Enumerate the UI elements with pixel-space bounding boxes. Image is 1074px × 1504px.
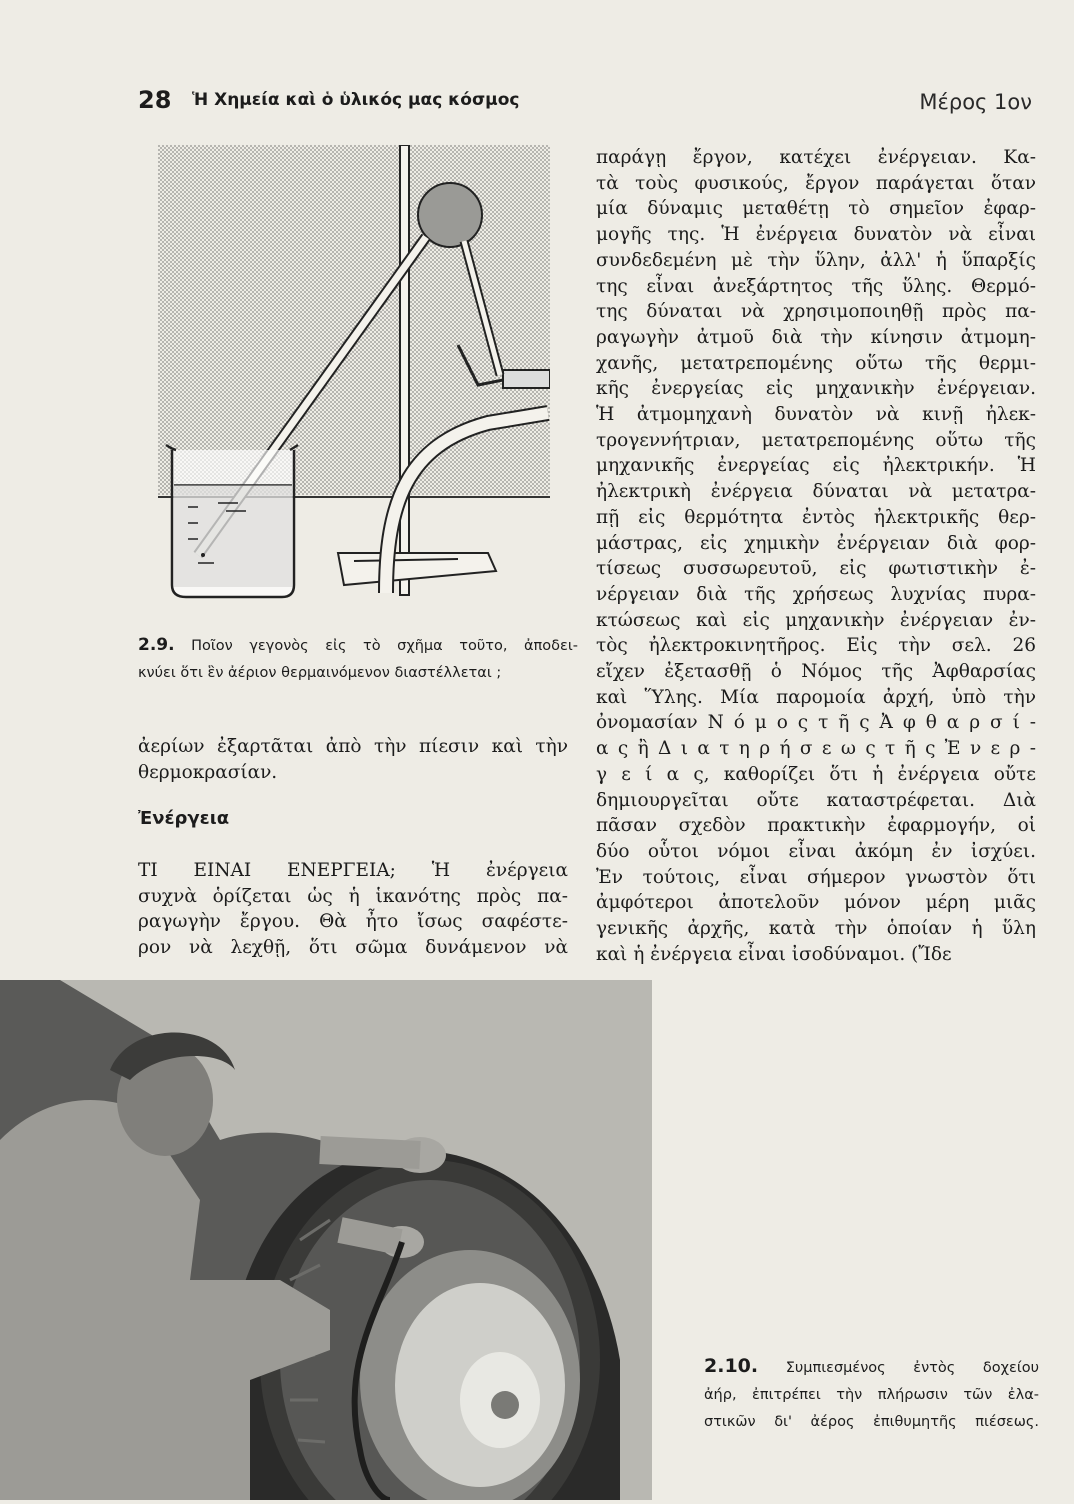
text-line: ἠλεκτρικὴ ἐνέργεια δύναται νὰ μετατρα- [596, 481, 1036, 503]
text-line: κῆς ἐνεργείας εἰς μηχανικὴν ἐνέργειαν. [596, 378, 1036, 400]
right-column-text [596, 145, 1036, 968]
text-line: εἴχεν ἐξετασθῇ ὁ Νόμος τῆς Ἀφθαρσίας [596, 661, 1036, 683]
text-line: ΤΙ ΕΙΝΑΙ ΕΝΕΡΓΕΙΑ; Ἡ ἐνέργεια [138, 860, 568, 881]
caption-line: ἀήρ, ἐπιτρέπει τὴν πλήρωσιν τῶν ἐλα- [704, 1387, 1039, 1403]
text-line: δύο οὗτοι νόμοι εἶναι ἀκόμη ἐν ἰσχύει. [596, 840, 1036, 862]
section-heading: Ἐνέργεια [138, 808, 230, 829]
text-line: ραγωγὴν ἀτμοῦ διὰ τὴν κίνησιν ἀτμομη- [596, 326, 1036, 348]
text-line: τίσεως συσσωρευτοῦ, εἰς φωτιστικὴν ἐ- [596, 558, 1036, 580]
text-line: πῇ εἰς θερμότητα ἐντὸς ἠλεκτρικῆς θερ- [596, 506, 1036, 528]
figure-2-9-caption [138, 632, 578, 687]
tire-inflation-photo [0, 980, 652, 1500]
text-line: Ἐν τούτοις, εἶναι σήμερον γνωστὸν ὅτι [596, 866, 1036, 888]
text-line: ἀερίων ἐξαρτᾶται ἀπὸ τὴν πίεσιν καὶ τὴν [138, 736, 568, 757]
text-line: τρογεννήτριαν, μετατρεπομένης οὕτω τῆς [596, 429, 1036, 451]
text-line: ὀνομασίαν Ν ό μ ο ς τ ῆ ς Ἀ φ θ α ρ σ ί - [596, 712, 1036, 734]
text-line: α ς ἢ Δ ι α τ η ρ ή σ ε ω ς τ ῆ ς Ἐ ν ε ρ - [596, 738, 1036, 760]
text-line: Ἡ ἀτμομηχανὴ δυνατὸν νὰ κινῇ ἠλεκ- [596, 404, 1036, 426]
text-line: τὰ τοὺς φυσικούς, ἔργον παράγεται ὅταν [596, 172, 1036, 194]
text-line: θερμοκρασίαν. [138, 761, 278, 783]
figure-number: 2.10. [704, 1355, 759, 1377]
text-line: ραγωγὴν ἔργου. Θὰ ἦτο ἴσως σαφέστε- [138, 911, 568, 933]
page-header [138, 86, 1038, 122]
text-line: πᾶσαν σχεδὸν πρακτικὴν ἐφαρμογήν, οἱ [596, 815, 1036, 837]
text-line: τὸς ἠλεκτροκινητῆρος. Εἰς τὴν σελ. 26 [596, 635, 1036, 657]
text-line: χανῆς, μετατρεπομένης οὕτω τῆς θερμι- [596, 352, 1036, 374]
caption-line: Ποῖον γεγονὸς εἰς τὸ σχῆμα τοῦτο, ἀποδει- [191, 638, 578, 654]
text-line: μάστρας, εἰς χημικὴν ἐνέργειαν διὰ φορ- [596, 532, 1036, 554]
flask-apparatus-drawing [158, 145, 550, 605]
text-line: γ ε ί α ς, καθορίζει ὅτι ἡ ἐνέργεια οὔτε [596, 763, 1036, 785]
text-line: καὶ Ὕλης. Μία παρομοία ἀρχή, ὑπὸ τὴν [596, 686, 1036, 708]
text-line: της δύναται νὰ χρησιμοποιηθῇ πρὸς πα- [596, 301, 1036, 323]
caption-line: Συμπιεσμένος ἐντὸς δοχείου [785, 1360, 1039, 1376]
text-line: συνδεδεμένη μὲ τὴν ὕλην, ἀλλ' ἡ ὕπαρξίς [596, 249, 1036, 271]
text-line: δημιουργεῖται οὔτε καταστρέφεται. Διὰ [596, 789, 1036, 811]
text-line: ἀμφότεροι ἀποτελοῦν μόνον μέρη μιᾶς [596, 892, 1036, 914]
stand-rod [400, 145, 409, 595]
figure-number: 2.9. [138, 635, 175, 655]
left-column-paragraph [138, 858, 568, 961]
text-line: παράγῃ ἔργον, κατέχει ἐνέργειαν. Κα- [596, 147, 1036, 168]
stand-base [338, 553, 496, 585]
stippled-background [158, 145, 550, 495]
left-column-continuation [138, 734, 568, 785]
figure-2-10-photo [0, 980, 652, 1500]
caption-line: στικῶν δι' ἀέρος ἐπιθυμητῆς πιέσεως. [704, 1414, 1039, 1430]
text-line: μηχανικῆς ἐνεργείας εἰς ἠλεκτρικήν. Ἡ [596, 455, 1036, 477]
figure-2-10-caption [704, 1353, 1039, 1436]
text-line: της εἶναι ἀνεξάρτητος τῆς ὕλης. Θερμό- [596, 275, 1036, 297]
page-number: 28 [138, 86, 172, 114]
text-line: κτώσεως καὶ εἰς μηχανικὴν ἐνέργειαν ἐν- [596, 609, 1036, 631]
text-line: ρον νὰ λεχθῇ, ὅτι σῶμα δυνάμενον νὰ [138, 937, 568, 959]
running-title: Ἡ Χημεία καὶ ὁ ὑλικός μας κόσμος [192, 90, 520, 110]
caption-line: κνύει ὅτι ἓν ἀέριον θερμαινόμενον διαστέλλεται ; [138, 665, 502, 681]
flask-bulb [418, 183, 482, 247]
figure-2-9-illustration [158, 145, 550, 605]
part-title: Μέρος 1ον [919, 90, 1032, 114]
text-line: μία δύναμις μεταθέτῃ τὸ σημεῖον ἐφαρ- [596, 198, 1036, 220]
text-line: συχνὰ ὁρίζεται ὡς ἡ ἱκανότης πρὸς πα- [138, 885, 568, 907]
text-line: νέργειαν διὰ τῆς χρήσεως λυχνίας πυρα- [596, 583, 1036, 605]
text-line: καὶ ἡ ἐνέργεια εἶναι ἰσοδύναμοι. (Ἴδε [596, 943, 952, 965]
text-line: μογῆς της. Ἡ ἐνέργεια δυνατὸν νὰ εἶναι [596, 224, 1036, 246]
text-line: γενικῆς ἀρχῆς, κατὰ τὴν ὁποίαν ἡ ὕλη [596, 918, 1036, 940]
